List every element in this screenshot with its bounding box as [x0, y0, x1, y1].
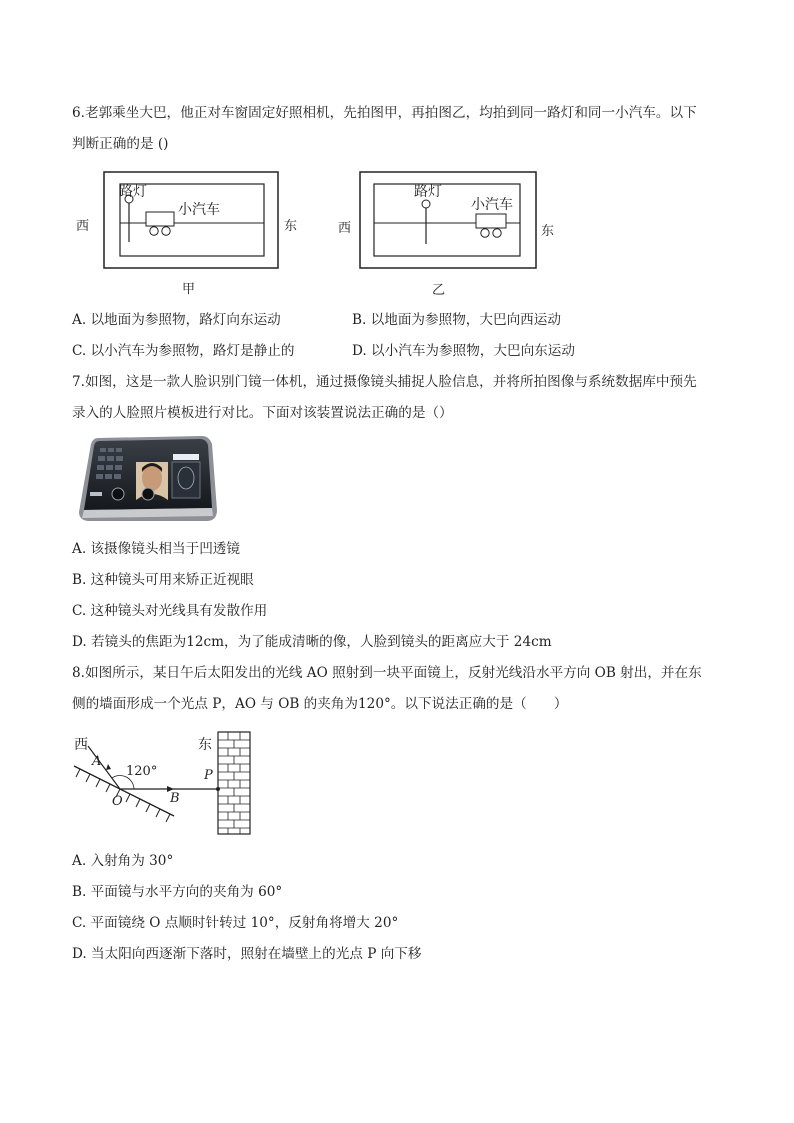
q6-option-a: A. 以地面为参照物，路灯向东运动 [72, 312, 281, 328]
device-brand-mark [90, 492, 102, 496]
jia-west-label: 西 [76, 219, 90, 234]
q8-figure [66, 730, 266, 838]
yi-car-body [476, 214, 506, 228]
q8-label-A: A [92, 754, 102, 769]
yi-car-wheel-2 [493, 229, 501, 237]
jia-lamp-label: 路灯 [119, 184, 147, 200]
light-spot-P [216, 787, 220, 791]
q6-stem-line2: 判断正确的是 () [72, 136, 169, 152]
face-device-drawing [76, 432, 218, 524]
q7-stem-line2: 录入的人脸照片模板进行对比。下面对该装置说法正确的是（） [72, 405, 453, 421]
q8-option-c: C. 平面镜绕 O 点顺时针转过 10°，反射角将增大 20° [72, 915, 399, 931]
q8-option-d: D. 当太阳向西逐渐下落时，照射在墙壁上的光点 P 向下移 [72, 946, 422, 962]
q7-option-a: A. 该摄像镜头相当于凹透镜 [72, 541, 240, 557]
q8-label-O: O [112, 794, 123, 809]
q8-angle-label: 120° [126, 764, 158, 779]
yi-car-label: 小汽车 [471, 197, 513, 213]
q8-east-label: 东 [198, 737, 212, 753]
yi-west-label: 西 [338, 221, 352, 236]
jia-car-body [146, 212, 174, 226]
plane-mirror [74, 766, 174, 816]
q7-option-b: B. 这种镜头可用来矫正近视眼 [72, 572, 254, 588]
yi-east-label: 东 [541, 224, 555, 239]
device-logo-badge [173, 454, 199, 460]
q6-stem-line1: 6.老郭乘坐大巴，他正对车窗固定好照相机，先拍图甲，再拍图乙，均拍到同一路灯和同一小汽车。以下 [72, 105, 697, 121]
q8-label-P: P [204, 768, 213, 783]
q8-stem-line2: 侧的墙面形成一个光点 P，AO 与 OB 的夹角为120°。以下说法正确的是（ ） [72, 696, 568, 712]
jia-caption: 甲 [182, 282, 196, 297]
device-camera-lens-1 [112, 488, 124, 500]
q8-stem-line1: 8.如图所示，某日午后太阳发出的光线 AO 照射到一块平面镜上，反射光线沿水平方向 OB 射出，并在东 [72, 665, 702, 681]
q8-option-b: B. 平面镜与水平方向的夹角为 60° [72, 884, 283, 900]
yi-caption: 乙 [432, 283, 446, 298]
yi-car-wheel-1 [481, 229, 489, 237]
jia-car-wheel-1 [150, 227, 158, 235]
q7-option-d: D. 若镜头的焦距为12cm，为了能成清晰的像，人脸到镜头的距离应大于 24cm [72, 634, 552, 650]
yi-lamp-head [422, 200, 430, 208]
q6-figure-yi-drawing [335, 170, 575, 296]
device-camera-lens-2 [142, 488, 154, 500]
yi-lamp-label: 路灯 [414, 184, 442, 200]
q6-figure-jia [72, 170, 312, 296]
q8-label-B: B [170, 791, 180, 806]
q7-option-c: C. 这种镜头对光线具有发散作用 [72, 603, 268, 619]
q7-stem-line1: 7.如图，这是一款人脸识别门镜一体机，通过摄像镜头捕捉人脸信息，并将所拍图像与系统数据库中预先 [72, 374, 697, 390]
jia-car-label: 小汽车 [178, 202, 220, 218]
q6-option-d: D. 以小汽车为参照物，大巴向东运动 [352, 343, 575, 359]
q8-option-a: A. 入射角为 30° [72, 853, 174, 869]
jia-car-wheel-2 [162, 227, 170, 235]
q8-figure-drawing [66, 730, 266, 838]
q8-west-label: 西 [74, 737, 88, 753]
q6-option-b: B. 以地面为参照物，大巴向西运动 [352, 312, 561, 328]
jia-east-label: 东 [284, 219, 298, 234]
incident-arrowhead [106, 764, 111, 770]
q6-figure-yi [335, 170, 575, 296]
q6-option-c: C. 以小汽车为参照物，路灯是静止的 [72, 343, 295, 359]
yi-outer-frame [360, 172, 536, 268]
q7-face-recognition-device [76, 432, 218, 524]
